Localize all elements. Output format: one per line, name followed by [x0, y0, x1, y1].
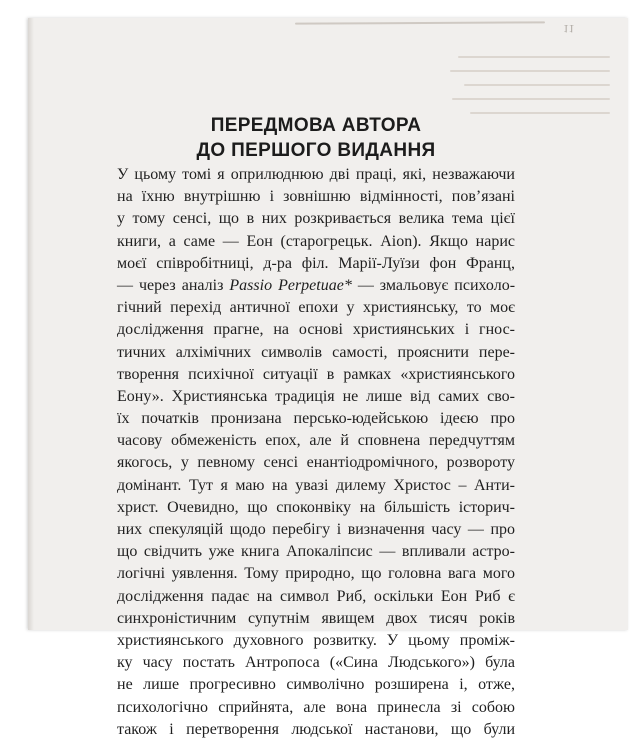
bleed-line: [464, 84, 610, 86]
text-line: часову обмеженість епох, але й сповнена передчуттям: [117, 432, 515, 450]
text-line: тичних алхімічних символів самості, прояснити пере-: [117, 343, 515, 361]
text-line: У цьому томі я оприлюднюю дві праці, які, незважаючи: [117, 166, 515, 183]
text-line: христ. Очевидно, що споконвіку на більшість історич-: [117, 498, 515, 516]
running-header: [295, 20, 595, 38]
bleed-line: [458, 56, 610, 58]
chapter-heading: [116, 113, 516, 163]
text-line: них спекуляцій щодо перебігу і визначення часу — про: [117, 521, 515, 538]
text-line: домінант. Тут я маю на увазі дилему Христос – Анти-: [117, 476, 515, 494]
chapter-heading-line-2: ДО ПЕРШОГО ВИДАННЯ: [196, 140, 436, 161]
text-fragment: — змальовує психоло-: [351, 276, 516, 294]
text-line: також і перетворення людської настанови, що були: [117, 720, 515, 738]
text-line: Еону». Християнська традиція не лише від самих сво-: [117, 387, 515, 405]
text-line: у тому сенсі, що в них розкривається велика тема цієї: [117, 210, 515, 228]
body-paragraph: [117, 164, 515, 741]
text-line: дослідження падає на символ Риб, оскільки Еон Риб є: [117, 587, 515, 605]
text-line: логічні уявлення. Тому природно, що головна вага мого: [117, 565, 515, 583]
text-line: ку часу постать Антропоса («Сина Людського») була: [117, 654, 515, 672]
page-number-bleed-through: 11: [563, 22, 575, 36]
text-line: що свідчить уже книга Апокаліпсис — впливали астро-: [117, 543, 515, 561]
text-line: гічний перехід античної епохи у християнську, то моє: [117, 299, 515, 317]
text-line: християнського духовного розвитку. У цьому проміж-: [117, 631, 515, 649]
text-fragment: — через аналіз: [117, 276, 224, 294]
text-line: моєї співробітниці, д-ра філ. Марії-Луїзи фон Франц,: [117, 254, 515, 272]
text-line: не лише прогресивно символічно розширена і, отже,: [117, 676, 515, 694]
chapter-heading-line-1: ПЕРЕДМОВА АВТОРА: [210, 115, 422, 136]
text-line: на їхню внутрішню і зовнішню відмінності, пов’язані: [117, 188, 515, 206]
bleed-line: [450, 70, 610, 72]
text-line: книги, а саме — Еон (старогрецьк. Aion). Якщо нарис: [117, 232, 515, 250]
text-line: їх початків пронизана персько-юдейською ідеєю про: [117, 410, 515, 428]
bleed-line: [452, 98, 610, 100]
running-header-bleed-through: [295, 21, 545, 24]
italic-work-title: Passio Perpetuae*: [229, 276, 352, 294]
text-line: творення психічної ситуації в рамках «християнського: [117, 365, 515, 383]
text-line: синхроністичним супутнім явищем двох тисяч років: [117, 609, 515, 627]
text-line: дослідження прагне, на основі християнських і гнос-: [117, 321, 515, 339]
text-line: якогось, у певному сенсі енантіодромічного, розвороту: [117, 454, 515, 472]
paper-left-edge-shadow: [28, 18, 34, 630]
text-line-with-italic-title: [117, 275, 515, 297]
text-line: психологічно сприйнята, але вона принесла зі собою: [117, 698, 515, 716]
